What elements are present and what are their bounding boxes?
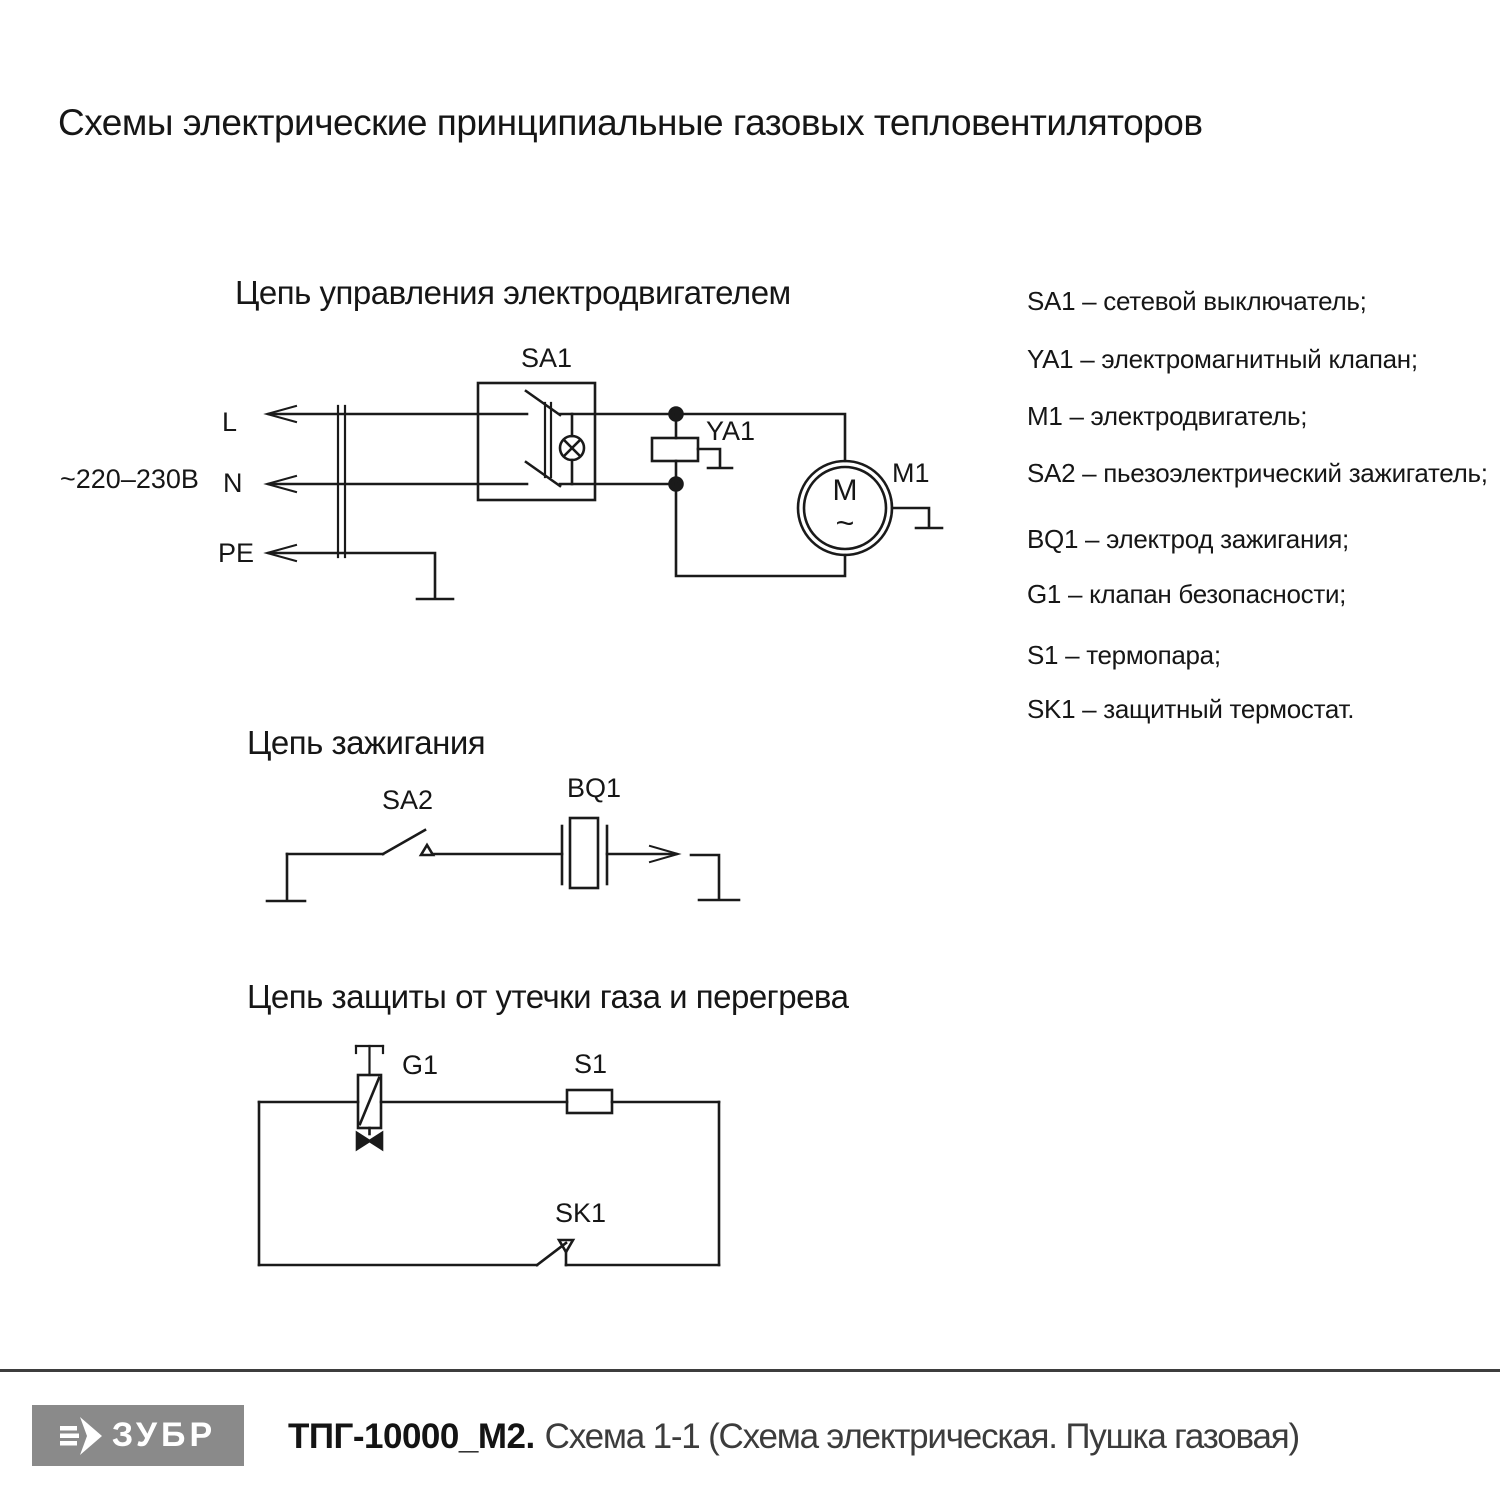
ya1-label: YA1: [706, 416, 756, 446]
sa1-indicator-lamp-icon: [560, 414, 584, 484]
brand-logo: [32, 1405, 244, 1466]
sa1-switch: [478, 383, 595, 500]
spark-arrow: [607, 846, 678, 862]
ignition-circuit-title: Цепь зажигания: [247, 724, 486, 761]
s1-thermocouple: [567, 1090, 612, 1113]
legend-item: YA1 – электромагнитный клапан;: [1027, 344, 1418, 374]
g1-safety-valve: [356, 1046, 383, 1149]
sa1-label: SA1: [521, 343, 573, 373]
voltage-label: ~220–230В: [60, 464, 199, 494]
sa2-contact-triangle: [421, 845, 433, 855]
sa1-mechanical-link: [545, 403, 551, 477]
legend-item: SK1 – защитный термостат.: [1027, 694, 1355, 724]
legend-item: G1 – клапан безопасности;: [1027, 579, 1347, 609]
ignition-earth-left: [267, 854, 305, 901]
motor-ac-symbol: ~: [835, 505, 855, 541]
legend-item: S1 – термопара;: [1027, 640, 1221, 670]
control-circuit-title: Цепь управления электродвигателем: [235, 274, 791, 311]
sa2-blade: [383, 830, 425, 854]
terminal-l-label: L: [222, 407, 238, 437]
sa2-piezo-button: [383, 830, 433, 855]
sa1-blade-bottom: [526, 462, 560, 486]
motor-letter: M: [832, 474, 858, 507]
ignition-circuit: [267, 773, 739, 901]
model-name: ТПГ-10000_М2.: [288, 1417, 535, 1456]
sk1-thermostat: [537, 1240, 573, 1265]
wire-to-motor: [676, 414, 845, 461]
protection-circuit: [259, 1046, 719, 1265]
terminal-pe-label: PE: [218, 538, 255, 568]
ya1-earth: [698, 449, 732, 468]
schema-caption: Схема 1-1 (Схема электрическая. Пушка газовая): [544, 1417, 1299, 1456]
g1-actuator-icon: [356, 1046, 383, 1075]
legend-item: SA1 – сетевой выключатель;: [1027, 286, 1367, 316]
sa1-blade-top: [526, 391, 560, 415]
legend-item: BQ1 – электрод зажигания;: [1027, 524, 1349, 554]
g1-valve-body-icon: [357, 1128, 382, 1149]
ignition-electrode-earth: [691, 855, 739, 900]
bq1-piezo-element: [562, 818, 607, 888]
m1-label: M1: [892, 458, 930, 488]
control-circuit: [60, 343, 942, 599]
terminal-n-label: N: [223, 468, 243, 498]
g1-diagonal: [360, 1078, 379, 1124]
s1-label: S1: [574, 1049, 608, 1079]
brand-name: ЗУБР: [111, 1416, 217, 1454]
footer-caption-row: [288, 1417, 1299, 1457]
zubr-arrow-icon: [60, 1416, 104, 1456]
legend-item: M1 – электродвигатель;: [1027, 401, 1308, 431]
legend-item: SA2 – пьезоэлектрический зажигатель;: [1027, 458, 1488, 488]
m1-earth: [892, 508, 942, 528]
cable-marker: [338, 406, 345, 557]
g1-label: G1: [402, 1050, 439, 1080]
wire-motor-return: [676, 484, 845, 576]
sk1-label: SK1: [555, 1198, 607, 1228]
sa2-label: SA2: [382, 785, 434, 815]
bq1-label: BQ1: [567, 773, 622, 803]
protection-circuit-title: Цепь защиты от утечки газа и перегрева: [247, 978, 849, 1015]
page-title: Схемы электрические принципиальные газовых тепловентиляторов: [58, 102, 1203, 143]
footer-divider: [0, 1369, 1500, 1372]
pe-earth: [269, 553, 453, 599]
